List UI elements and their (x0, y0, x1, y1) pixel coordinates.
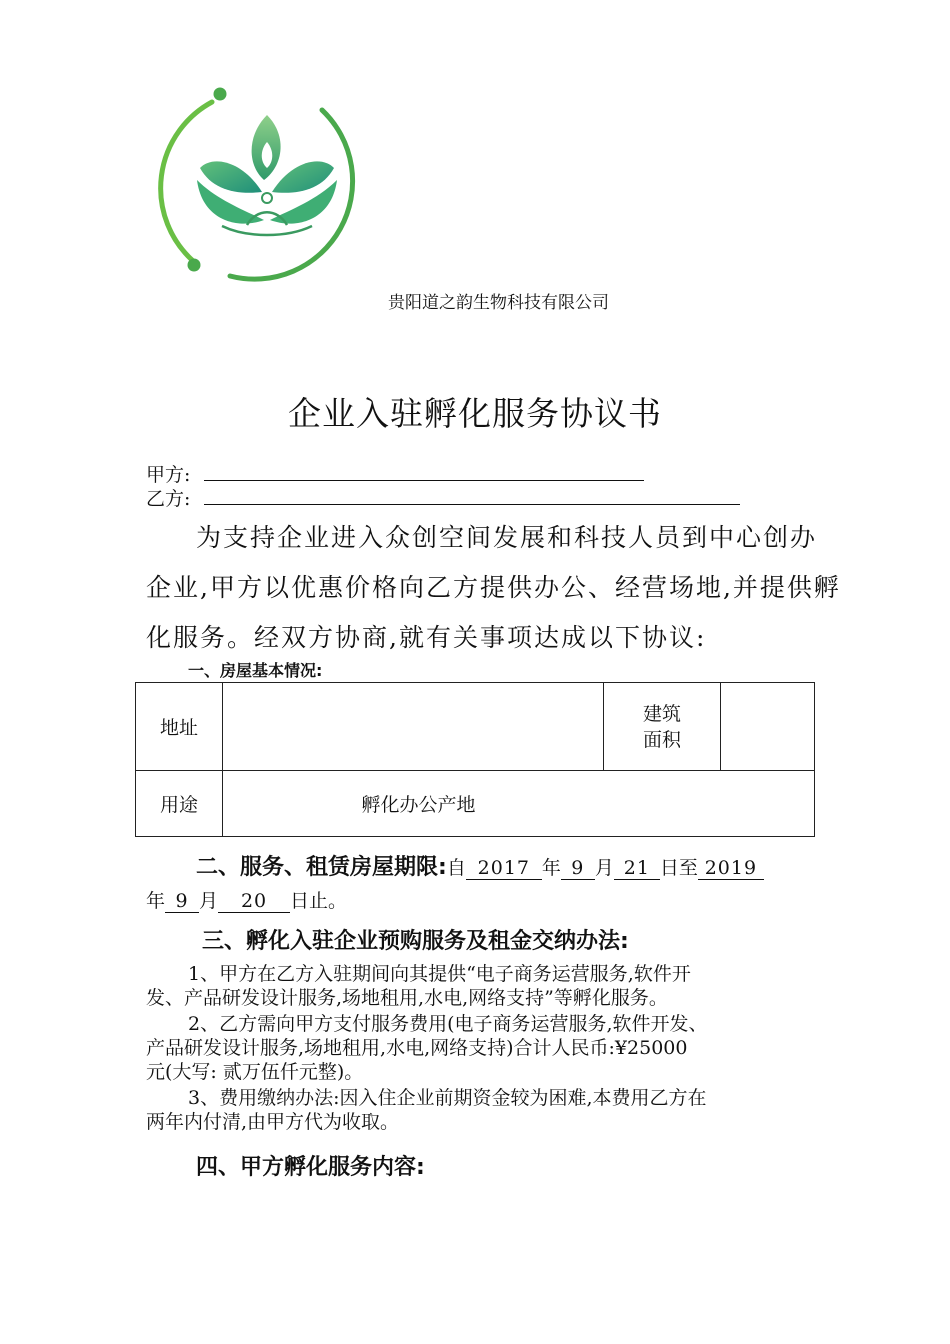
intro-line-2: 企业,甲方以优惠价格向乙方提供办公、经营场地,并提供孵 (146, 573, 841, 602)
end-year: 2019 (698, 857, 764, 880)
company-name: 贵阳道之韵生物科技有限公司 (388, 293, 609, 313)
month-char-1: 月 (594, 857, 614, 879)
usage-value: 孵化办公产地 (223, 771, 815, 837)
section-3-p2-line1: 2、乙方需向甲方支付服务费用(电子商务运营服务,软件开发、 (188, 1013, 708, 1035)
start-year: 2017 (466, 857, 542, 880)
party-b-label: 乙方: (146, 488, 191, 510)
day-end-text: 日止。 (290, 890, 348, 912)
section-2-line-1 (196, 850, 764, 881)
section-3-p3-line2: 两年内付清,由甲方代为收取。 (146, 1111, 400, 1133)
end-day: 20 (218, 890, 290, 913)
from-text: 自 (446, 857, 466, 879)
party-a-blank (204, 462, 644, 481)
section-3-p2-line2: 产品研发设计服务,场地租用,水电,网络支持)合计人民币:¥25000 (146, 1037, 688, 1059)
party-a-line (146, 460, 644, 487)
intro-line-1: 为支持企业进入众创空间发展和科技人员到中心创办 (196, 523, 818, 552)
address-label: 地址 (136, 683, 223, 771)
area-label-line2: 面积 (642, 728, 681, 751)
month-char-2: 月 (199, 890, 219, 912)
party-b-blank (204, 486, 740, 505)
section-4-heading: 四、甲方孵化服务内容: (196, 1155, 425, 1180)
lotus-logo-icon (152, 80, 382, 290)
year-char-1: 年 (541, 857, 561, 879)
start-day: 21 (614, 857, 660, 880)
day-to-text: 日至 (659, 857, 698, 879)
start-month: 9 (561, 857, 595, 880)
party-b-line (146, 484, 740, 511)
section-3-heading: 三、孵化入驻企业预购服务及租金交纳办法: (202, 929, 629, 954)
intro-line-3: 化服务。经双方协商,就有关事项达成以下协议: (146, 623, 707, 652)
address-value (223, 683, 604, 771)
document-title: 企业入驻孵化服务协议书 (288, 394, 662, 433)
section-1-heading: 一、房屋基本情况: (188, 661, 323, 680)
section-3-p1-line2: 发、产品研发设计服务,场地租用,水电,网络支持”等孵化服务。 (146, 987, 668, 1009)
section-3-p1-line1: 1、甲方在乙方入驻期间向其提供“电子商务运营服务,软件开 (188, 963, 691, 985)
year-char-2: 年 (146, 890, 166, 912)
party-a-label: 甲方: (146, 464, 191, 486)
area-label-line1: 建筑 (642, 702, 681, 725)
end-month: 9 (165, 890, 199, 913)
section-2-line-2 (146, 886, 347, 913)
house-info-table (135, 682, 815, 837)
section-2-heading: 二、服务、租赁房屋期限: (196, 855, 447, 880)
usage-label: 用途 (136, 771, 223, 837)
section-3-p2-line3: 元(大写: 贰万伍仟元整)。 (146, 1061, 364, 1083)
area-label (604, 683, 721, 771)
section-3-p3-line1: 3、费用缴纳办法:因入住企业前期资金较为困难,本费用乙方在 (188, 1087, 707, 1109)
area-value (721, 683, 815, 771)
